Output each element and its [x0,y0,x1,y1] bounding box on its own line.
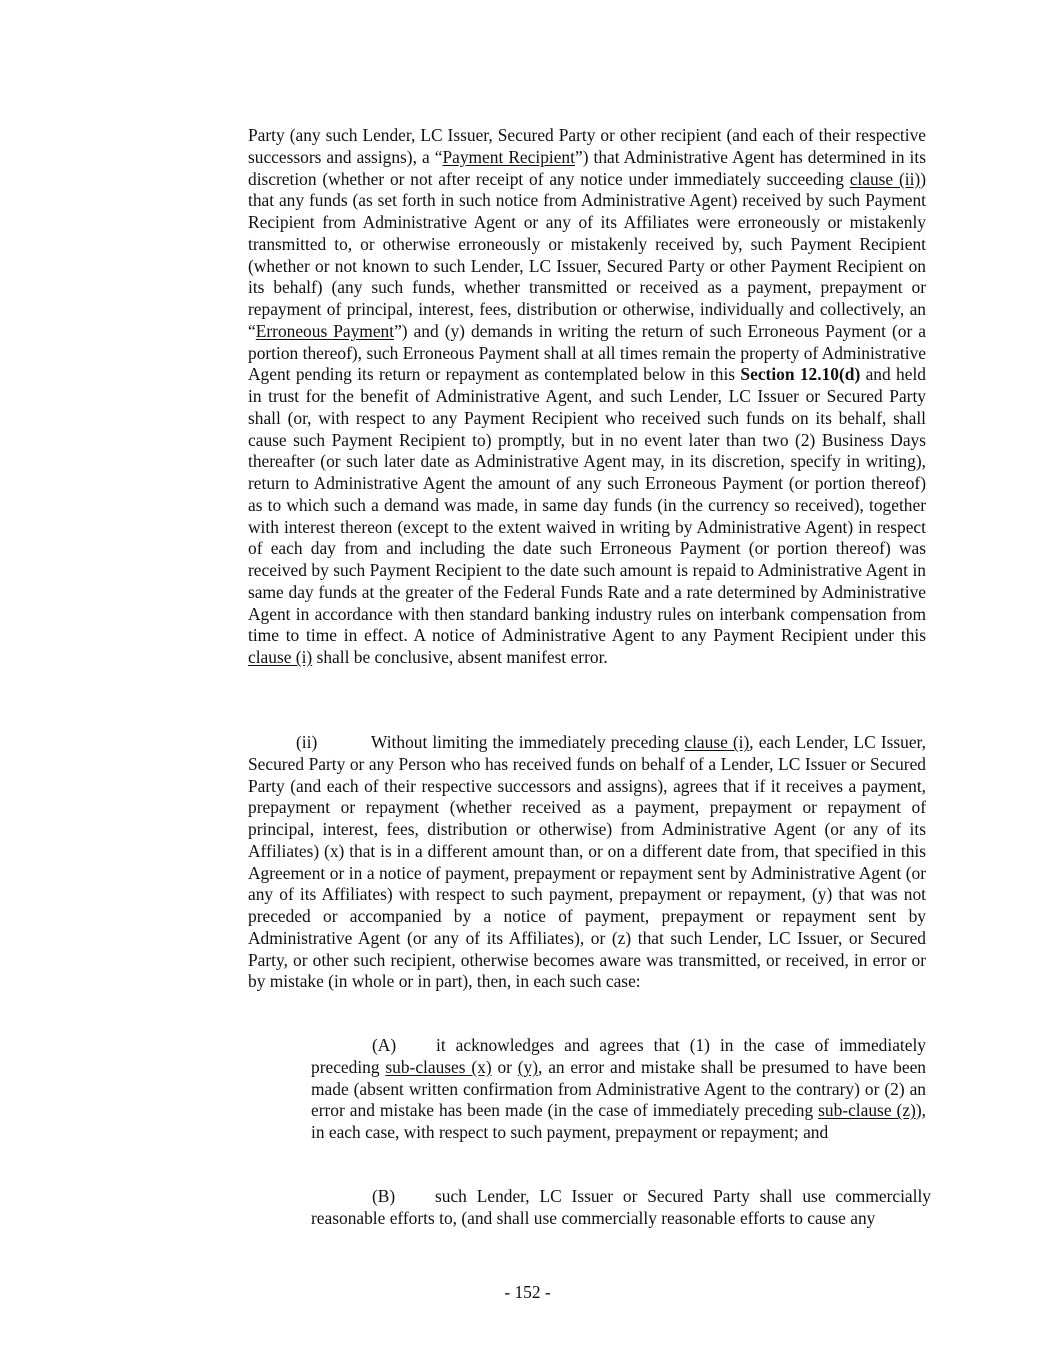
defined-term-payment-recipient: Payment Recipient [442,146,575,167]
cross-reference-subclause-x: sub-clauses (x) [385,1056,492,1077]
cross-reference-clause-i: clause (i) [684,732,750,752]
paragraph-subclause-a: (A) it acknowledges and agrees that (1) in the case of immediately preceding sub-clauses (x) or (y), an error and mistake shall be presumed to have been made (absent written confirmation from Administrative Agent to the contrary) or (2) an error and mistake has been made (in the case of immediately preceding sub-clause (z)), in each case, with respect to such payment, prepayment or repayment; and [311,1035,926,1142]
paragraph-subclause-b: (B) such Lender, LC Issuer or Secured Party shall use commercially reasonable efforts to, (and shall use commercially reasonable efforts to cause any [311,1186,931,1228]
cross-reference-clause-i: clause (i) [248,647,313,667]
cross-reference-subclause-z: sub-clause (z) [818,1100,916,1121]
defined-term-erroneous-payment: Erroneous Payment [255,320,395,341]
cross-reference-subclause-y: (y) [517,1056,539,1077]
paragraph-erroneous-payment-clause-i: Party (any such Lender, LC Issuer, Secured Party or other recipient (and each of their respective successors and assigns), a “Payment Recipient”) that Administrative Agent has determined in its discretion (whether or not after receipt of any notice under immediately succeeding clause (ii)) that any funds (as set forth in such notice from Administrative Agent) received by such Payment Recipient from Administrative Agent or any of its Affiliates were erroneously or mistakenly transmitted to, or otherwise erroneously or mistakenly received by, such Payment Recipient (whether or not known to such Lender, LC Issuer, Secured Party or other Payment Recipient on its behalf) (any such funds, whether transmitted or received as a payment, prepayment or repayment of principal, interest, fees, distribution or otherwise, individually and collectively, an “Erroneous Payment”) and (y) demands in writing the return of such Erroneous Payment (or a portion thereof), such Erroneous Payment shall at all times remain the property of Administrative Agent pending its return or repayment as contemplated below in this Section 12.10(d) and held in trust for the benefit of Administrative Agent, and such Lender, LC Issuer or Secured Party shall (or, with respect to any Payment Recipient who received such funds on its behalf, shall cause such Payment Recipient to) promptly, but in no event later than two (2) Business Days thereafter (or such later date as Administrative Agent may, in its discretion, specify in writing), return to Administrative Agent the amount of any such Erroneous Payment (or portion thereof) as to which such a demand was made, in same day funds (in the currency so received), together with interest thereon (except to the extent waived in writing by Administrative Agent) in respect of each day from and including the date such Erroneous Payment (or portion thereof) was received by such Payment Recipient to the date such amount is repaid to Administrative Agent in same day funds at the greater of the Federal Funds Rate and a rate determined by Administrative Agent in accordance with then standard banking industry rules on interbank compensation from time to time in effect. A notice of Administrative Agent to any Payment Recipient under this clause (i) shall be conclusive, absent manifest error. [248,125,926,667]
section-reference: Section 12.10(d) [740,364,861,385]
page-number: - 152 - [504,1282,551,1302]
paragraph-clause-ii: (ii) Without limiting the immediately preceding clause (i), each Lender, LC Issuer, Secured Party or any Person who has received funds on behalf of a Lender, LC Issuer or Secured Party (and each of their respective successors and assigns), agrees that if it receives a payment, prepayment or repayment (whether received as a payment, prepayment or repayment of principal, interest, fees, distribution or otherwise) from Administrative Agent (or any of its Affiliates) (x) that is in a different amount than, or on a different date from, that specified in this Agreement or in a notice of payment, prepayment or repayment sent by Administrative Agent (or any of its Affiliates) with respect to such payment, prepayment or repayment, (y) that was not preceded or accompanied by a notice of payment, prepayment or repayment sent by Administrative Agent (or any of its Affiliates), or (z) that such Lender, LC Issuer, or Secured Party, or other such recipient, otherwise becomes aware was transmitted, or received, in error or by mistake (in whole or in part), then, in each such case: [248,732,926,992]
subclause-letter: (A) [372,1035,397,1055]
clause-number: (ii) [296,732,318,752]
subclause-letter: (B) [372,1186,396,1206]
cross-reference-clause-ii: clause (ii) [849,168,921,189]
